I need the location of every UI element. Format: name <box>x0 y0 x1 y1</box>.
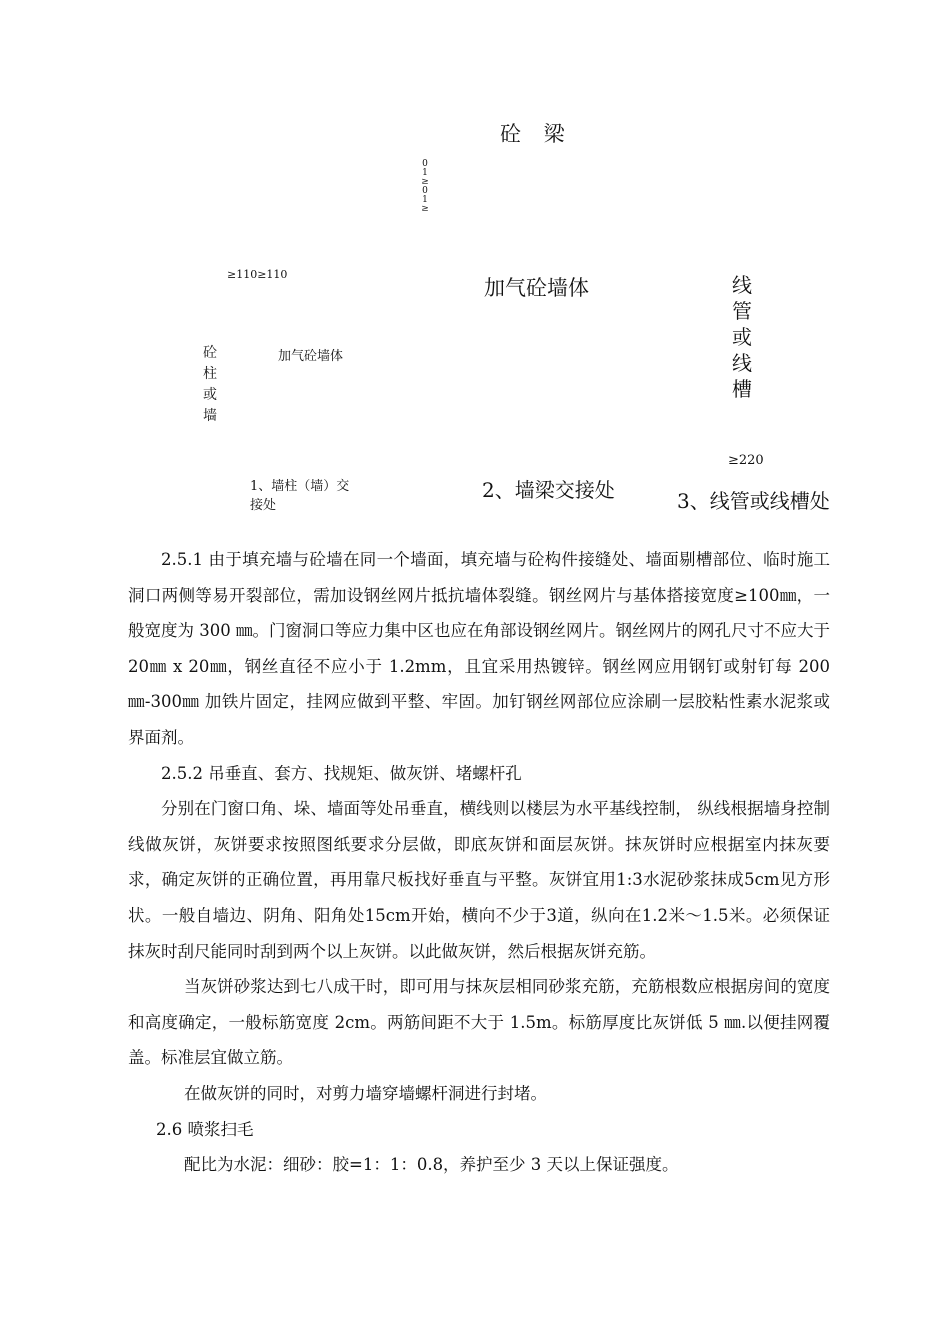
heading-2-5-2: 2.5.2 吊垂直、套方、找规矩、做灰饼、堵螺杆孔 <box>161 763 522 783</box>
dimension-label-c: ≥220 <box>728 453 764 468</box>
caption-beam-junction: 2、墙梁交接处 <box>482 478 615 502</box>
diagram-title: 砼 梁 <box>500 122 573 146</box>
wall-label-a: 加气砼墙体 <box>278 349 344 364</box>
caption-column-junction: 1、墙柱（墙）交接处 <box>250 479 350 513</box>
vertical-dimension-label: 0 1 ≥ 0 1 ≥ <box>421 159 429 214</box>
paragraph-bolt-holes: 在做灰饼的同时，对剪力墙穿墙螺杆洞进行封堵。 <box>184 1083 547 1103</box>
paragraph-mix-ratio: 配比为水泥：细砂：胶=1：1：0.8，养护至少 3 天以上保证强度。 <box>184 1155 679 1175</box>
paragraph-plaster-cake: 分别在门窗口角、垛、墙面等处吊垂直，横线则以楼层为水平基线控制， 纵线根据墙身控制线做灰饼，灰饼要求按照图纸要求分层做，即底灰饼和面层灰饼。抹灰饼时应根据室内抹灰要求，确定灰饼的正确位置，再用靠尺板找好垂直与平整。灰饼宜用1:3水泥砂浆抹成5cm见方形状。一般自墙边、阴角、阳角处15cm开始，横向不少于3道，纵向在1.2米～1.5米。必须保证抹灰时刮尺能同时刮到两个以上灰饼。以此做灰饼，然后根据灰饼充筋。 <box>128 799 830 961</box>
paragraph-screed: 当灰饼砂浆达到七八成干时，即可用与抹灰层相同砂浆充筋，充筋根数应根据房间的宽度和高度确定，一般标筋宽度 2cm。两筋间距不大于 1.5m。标筋厚度比灰饼低 5 ㎜.以便挂网覆盖。标准层宜做立筋。 <box>128 977 830 1068</box>
column-vertical-label: 砼柱或墙 <box>203 345 217 424</box>
body-text <box>128 542 830 1183</box>
dimension-label-a: ≥110≥110 <box>227 268 288 281</box>
conduit-vertical-label: 线管或线槽 <box>732 273 752 401</box>
caption-conduit: 3、线管或线槽处 <box>677 489 830 513</box>
heading-2-6: 2.6 喷浆扫毛 <box>156 1119 254 1139</box>
paragraph-2-5-1: 2.5.1 由于填充墙与砼墙在同一个墙面，填充墙与砼构件接缝处、墙面剔槽部位、临时施工洞口两侧等易开裂部位，需加设钢丝网片抵抗墙体裂缝。钢丝网片与基体搭接宽度≥100㎜，一般宽度为 300 ㎜。门窗洞口等应力集中区也应在角部设钢丝网片。钢丝网片的网孔尺寸不应大于 20㎜ x 20㎜，钢丝直径不应小于 1.2mm，且宜采用热镀锌。钢丝网应用钢钉或射钉每 200㎜-300㎜ 加铁片固定，挂网应做到平整、牢固。加钉钢丝网部位应涂刷一层胶粘性素水泥浆或界面剂。 <box>128 550 830 747</box>
wall-label-b: 加气砼墙体 <box>484 276 589 300</box>
